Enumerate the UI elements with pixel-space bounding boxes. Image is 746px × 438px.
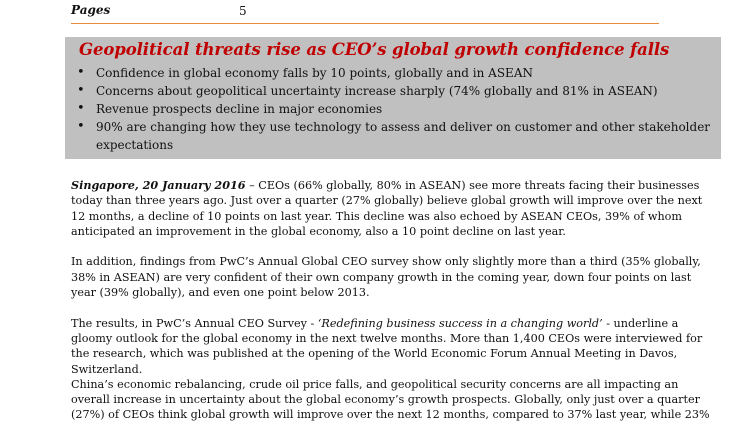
list-item [73,82,713,100]
bullet-icon: • [77,83,85,98]
highlight-box [65,37,721,159]
list-item [73,64,713,82]
bullet-text: Revenue prospects decline in major economies [96,102,383,116]
paragraph-results [71,316,716,377]
list-item [73,100,713,118]
bullet-icon: • [77,65,85,80]
paragraph-china: China’s economic rebalancing, crude oil price falls, and geopolitical security concerns are all impacting an overall increase in uncertainty about the global economy’s growth prospects. Globally, only just over a quarter (27%) of CEOs think global growth will improve over the next 12 months, compared to 37% last year, while 23% [71,377,710,422]
paragraph-text: - underline a gloomy outlook for the global economy in the next twelve months. More than 1,400 CEOs were interviewed for the research, which was published at the opening of the World Economic Forum Annual Meeting in Davos, Switzerland. [71,316,703,376]
article-body [71,178,716,438]
key-points-list [73,64,713,154]
bullet-icon: • [77,101,85,116]
paragraph-findings: In addition, findings from PwC’s Annual Global CEO survey show only slightly more than a third (35% globally, 38% in ASEAN) are very confident of their own company growth in the coming year, down four points on last year (39% globally), and even one point below 2013. [71,255,701,300]
list-item [73,118,713,154]
headline: Geopolitical threats rise as CEO’s global growth confidence falls [79,40,670,59]
paragraph-intro [71,178,716,239]
page-header [71,3,659,24]
bullet-text: Concerns about geopolitical uncertainty increase sharply (74% globally and 81% in ASEAN) [96,84,658,98]
dateline: Singapore, 20 January 2016 [71,178,246,192]
paragraph-text: – CEOs (66% globally, 80% in ASEAN) see more threats facing their businesses today than three years ago. Just over a quarter (27% globally) believe global growth will improve over the next 12 months, a decline of 10 points on last year. This decline was also echoed by ASEAN CEOs, 39% of whom anticipated an improvement in the global economy, also a 10 point decline on last year. [71,179,703,238]
bullet-text: Confidence in global economy falls by 10 points, globally and in ASEAN [96,66,533,80]
survey-title: ‘Redefining business success in a changing world’ [317,316,603,330]
page-number: 5 [239,4,247,18]
paragraph-text: The results, in PwC’s Annual CEO Survey - [71,316,318,330]
bullet-icon: • [77,119,85,134]
pages-label: Pages [71,3,111,17]
bullet-text: 90% are changing how they use technology to assess and deliver on customer and other stakeholder expectations [96,120,711,152]
